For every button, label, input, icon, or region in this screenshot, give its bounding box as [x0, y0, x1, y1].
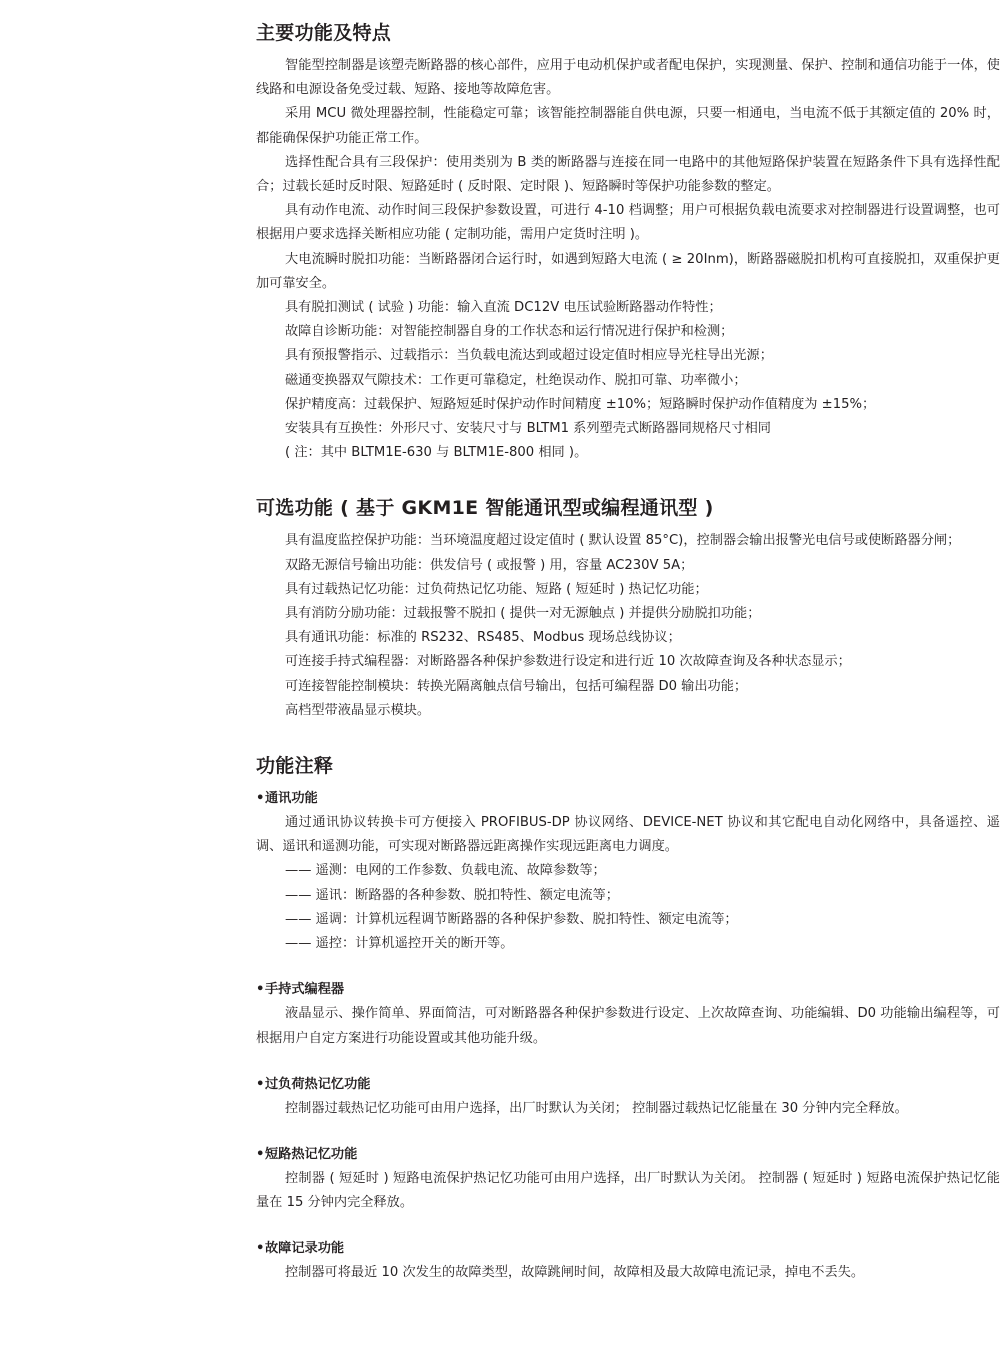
- subsection-title-text: 故障记录功能: [265, 1241, 345, 1257]
- feature-line: 具有预报警指示、过载指示：当负载电流达到或超过设定值时相应导光柱导出光源；: [285, 348, 773, 364]
- subsection-title-overload-memory: [256, 1073, 1000, 1097]
- feature-line: 可连接手持式编程器：对断路器各种保护参数进行设定和进行近 10 次故障查询及各种状态显示；: [285, 654, 851, 670]
- paragraph: 智能型控制器是该塑壳断路器的核心部件，应用于电动机保护或者配电保护，实现测量、保护、控制和通信功能于一体，使线路和电源设备免受过载、短路、接地等故障危害。: [256, 58, 1000, 98]
- subsection-title-text: 短路热记忆功能: [265, 1146, 358, 1162]
- section-title-main-features: 主要功能及特点: [256, 22, 392, 44]
- feature-line: 故障自诊断功能：对智能控制器自身的工作状态和运行情况进行保护和检测；: [285, 324, 734, 340]
- feature-line: 磁通变换器双气隙技术：工作更可靠稳定，杜绝误动作、脱扣可靠、功率微小；: [285, 372, 747, 388]
- section-title-function-notes: 功能注释: [256, 755, 334, 778]
- bullet-icon: •: [256, 1241, 265, 1257]
- paragraph: 采用 MCU 微处理器控制，性能稳定可靠；该智能控制器能自供电源，只要一相通电，当电流不低于其额定值的 20% 时，都能确保保护功能正常工作。: [256, 106, 1000, 146]
- subsection-title-communication: [256, 787, 1000, 811]
- feature-line: 安装具有互换性：外形尺寸、安装尺寸与 BLTM1 系列塑壳式断路器同规格尺寸相同: [285, 421, 771, 437]
- paragraph: 控制器过载热记忆功能可由用户选择，出厂时默认为关闭； 控制器过载热记忆能量在 30 分钟内完全释放。: [285, 1100, 908, 1116]
- document-page: [256, 18, 1000, 1286]
- spacer: [256, 465, 1000, 493]
- spacer: [256, 956, 1000, 978]
- feature-line: 具有通讯功能：标准的 RS232、RS485、Modbus 现场总线协议；: [285, 630, 681, 646]
- feature-line: 保护精度高：过载保护、短路短延时保护动作时间精度 ±10%；短路瞬时保护动作值精度为 ±15%；: [285, 396, 876, 412]
- subsection-title-fault-record: [256, 1237, 1000, 1261]
- paragraph: 具有温度监控保护功能：当环境温度超过设定值时 ( 默认设置 85°C)，控制器会输出报警光电信号或使断路器分闸；: [285, 533, 961, 549]
- subsection-title-text: 手持式编程器: [265, 982, 345, 998]
- subsection-title-short-circuit-memory: [256, 1143, 1000, 1167]
- remote-line: —— 遥讯：断路器的各种参数、脱扣特性、额定电流等；: [285, 887, 619, 903]
- feature-line: 具有脱扣测试 ( 试验 ) 功能：输入直流 DC12V 电压试验断路器动作特性；: [285, 300, 722, 316]
- remote-line: —— 遥测：电网的工作参数、负载电流、故障参数等；: [285, 863, 606, 879]
- spacer: [256, 1051, 1000, 1073]
- paragraph: 选择性配合具有三段保护：使用类别为 B 类的断路器与连接在同一电路中的其他短路保护装置在短路条件下具有选择性配合；过载长延时反时限、短路延时 ( 反时限、定时限 )、短路瞬时等保护功能参数的整定。: [256, 154, 1000, 195]
- spacer: [256, 723, 1000, 751]
- paragraph: 通过通讯协议转换卡可方便接入 PROFIBUS-DP 协议网络、DEVICE-NET 协议和其它配电自动化网络中，具备遥控、遥调、遥讯和遥测功能，可实现对断路器远距离操作实现远距离电力调度。: [256, 815, 1000, 855]
- bullet-icon: •: [256, 1076, 265, 1092]
- feature-line: 可连接智能控制模块：转换光隔离触点信号输出，包括可编程器 D0 输出功能；: [285, 678, 748, 694]
- subsection-title-text: 过负荷热记忆功能: [265, 1076, 371, 1092]
- subsection-title-handheld-programmer: [256, 978, 1000, 1002]
- bullet-icon: •: [256, 791, 265, 807]
- remote-line: —— 遥调：计算机远程调节断路器的各种保护参数、脱扣特性、额定电流等；: [285, 911, 738, 927]
- paragraph: 控制器可将最近 10 次发生的故障类型，故障跳闸时间，故障相及最大故障电流记录，掉电不丢失。: [285, 1265, 865, 1281]
- paragraph: 液晶显示、操作简单、界面简洁，可对断路器各种保护参数进行设定、上次故障查询、功能编辑、D0 功能输出编程等，可根据用户自定方案进行功能设置或其他功能升级。: [256, 1006, 1000, 1046]
- feature-line: 具有消防分励功能：过载报警不脱扣 ( 提供一对无源触点 ) 并提供分励脱扣功能；: [285, 606, 761, 622]
- paragraph: 控制器 ( 短延时 ) 短路电流保护热记忆功能可由用户选择，出厂时默认为关闭。 控制器 ( 短延时 ) 短路电流保护热记忆能量在 15 分钟内完全释放。: [256, 1170, 1000, 1211]
- subsection-title-text: 通讯功能: [265, 791, 318, 807]
- feature-note: ( 注：其中 BLTM1E-630 与 BLTM1E-800 相同 )。: [285, 445, 588, 461]
- bullet-icon: •: [256, 1146, 265, 1162]
- feature-line: 高档型带液晶显示模块。: [285, 702, 431, 718]
- feature-line: 具有过载热记忆功能：过负荷热记忆功能、短路 ( 短延时 ) 热记忆功能；: [285, 581, 708, 597]
- section-title-optional-features: 可选功能 ( 基于 GKM1E 智能通讯型或编程通讯型 ): [256, 497, 714, 520]
- paragraph: 具有动作电流、动作时间三段保护参数设置，可进行 4-10 档调整；用户可根据负载电流要求对控制器进行设置调整，也可根据用户要求选择关断相应功能 ( 定制功能，需用户定货时注明 )。: [256, 203, 1000, 243]
- feature-line: 双路无源信号输出功能：供发信号 ( 或报警 ) 用，容量 AC230V 5A；: [285, 557, 694, 573]
- spacer: [256, 1121, 1000, 1143]
- bullet-icon: •: [256, 982, 265, 998]
- remote-line: —— 遥控：计算机遥控开关的断开等。: [285, 936, 514, 952]
- spacer: [256, 1215, 1000, 1237]
- paragraph: 大电流瞬时脱扣功能：当断路器闭合运行时，如遇到短路大电流 ( ≥ 20Inm)，断路器磁脱扣机构可直接脱扣，双重保护更加可靠安全。: [256, 251, 1000, 291]
